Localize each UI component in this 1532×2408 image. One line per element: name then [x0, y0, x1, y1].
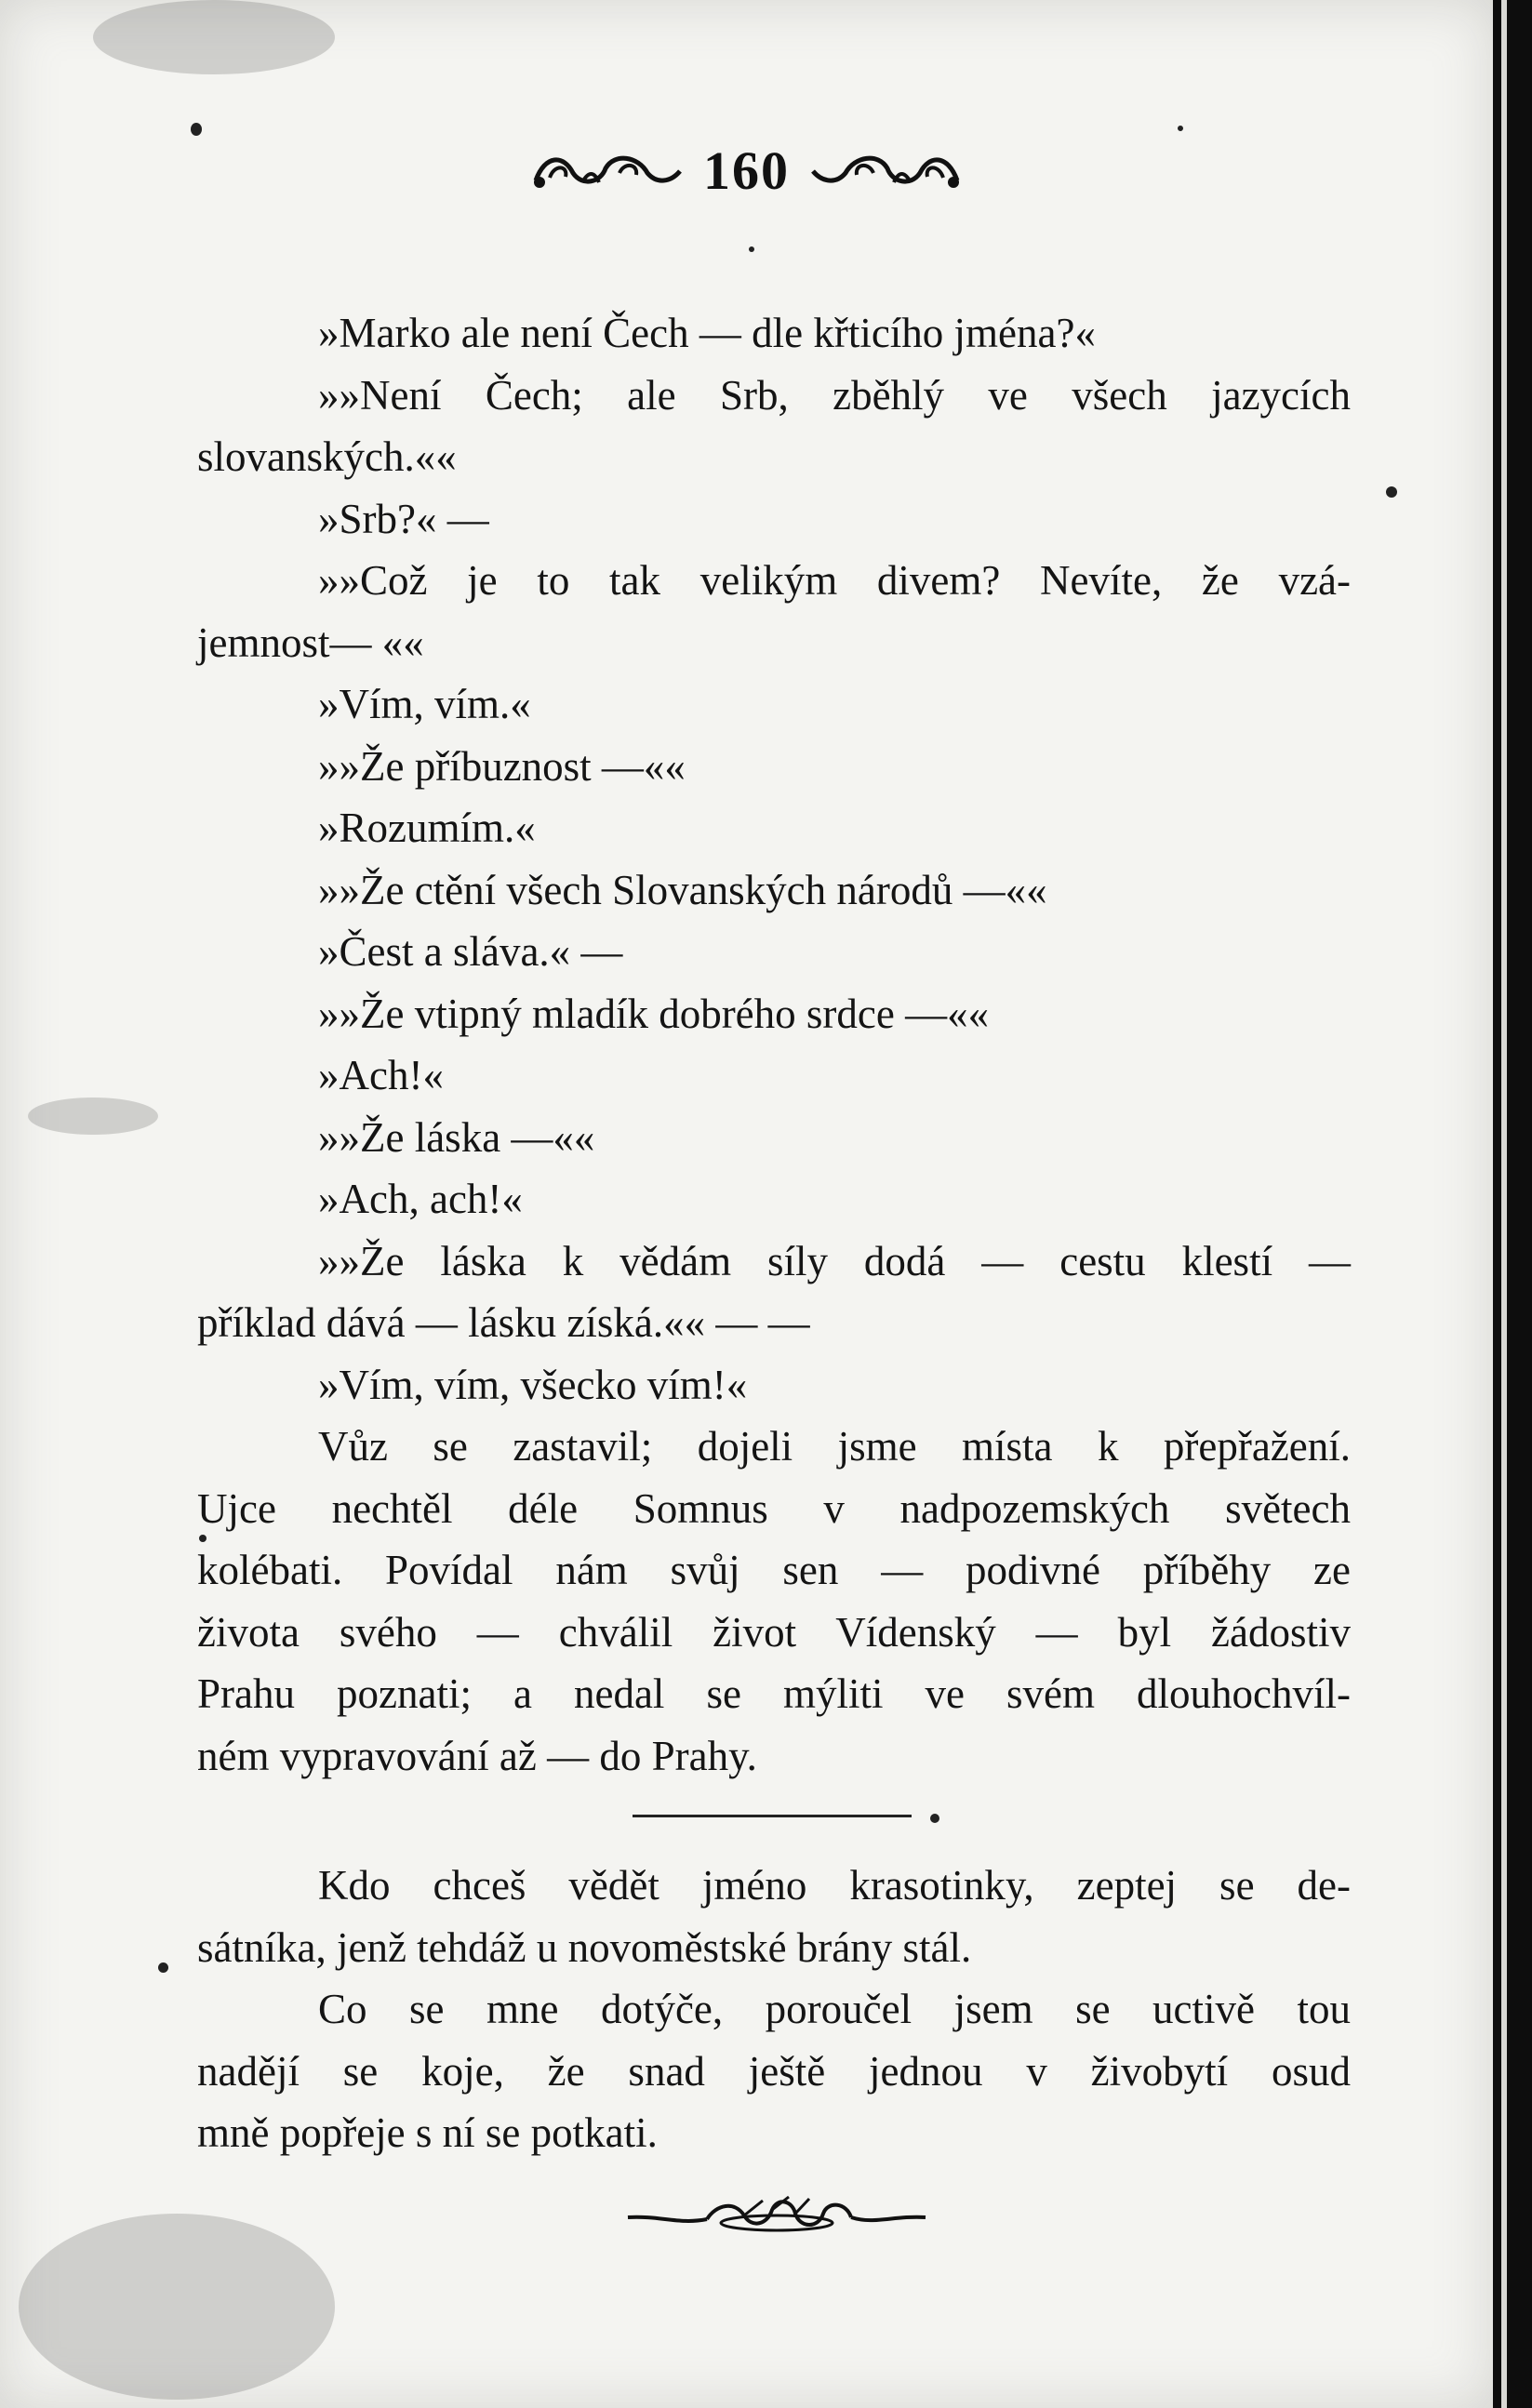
text-line: »Ach, ach!«	[318, 1176, 523, 1222]
text-line: »»Není Čech; ale Srb, zběhlý ve všech jazycích	[318, 371, 1351, 419]
ink-speck	[930, 1814, 939, 1823]
text-line: »»Že vtipný mladík dobrého srdce —««	[318, 990, 990, 1037]
text-line: nadějí se koje, že snad ještě jednou v živobytí osud	[197, 2047, 1351, 2095]
text-line: »Čest a sláva.« —	[318, 928, 623, 975]
ink-speck	[158, 1962, 168, 1973]
paper-smudge	[28, 1098, 158, 1135]
text-line: jemnost— ««	[197, 619, 424, 666]
section-divider	[633, 1815, 912, 1817]
text-line: života svého — chválil život Vídenský — byl žádostiv	[197, 1608, 1351, 1656]
text-line: »Srb?« —	[318, 495, 489, 542]
end-flourish-ornament-icon	[623, 2188, 930, 2248]
text-line: Kdo chceš vědět jméno krasotinky, zeptej se de-	[318, 1862, 1351, 1909]
paper-smudge	[93, 0, 335, 74]
scan-edge	[1493, 0, 1532, 2408]
text-line: kolébati. Povídal nám svůj sen — podivné příběhy ze	[197, 1547, 1351, 1593]
ink-speck	[1386, 486, 1397, 498]
text-line: »Ach!«	[318, 1052, 444, 1098]
text-line: mně popřeje s ní se potkati.	[197, 2109, 658, 2156]
right-floral-ornament-icon	[808, 145, 966, 196]
text-line: sátníka, jenž tehdáž u novoměstské brány stál.	[197, 1923, 972, 1971]
text-line: ném vypravování až — do Prahy.	[197, 1732, 757, 1779]
text-line: příklad dává — lásku získá.«« — —	[197, 1299, 810, 1346]
body-text	[197, 302, 1351, 2164]
page-header	[0, 140, 1493, 202]
text-line: »»Že ctění všech Slovanských národů —««	[318, 866, 1047, 913]
ink-speck	[191, 123, 202, 136]
text-line: »Rozumím.«	[318, 805, 536, 851]
text-line: slovanských.««	[197, 433, 457, 480]
text-line: »»Že láska —««	[318, 1113, 595, 1161]
ink-speck	[1178, 126, 1183, 131]
text-line: Ujce nechtěl déle Somnus v nadpozemských světech	[197, 1484, 1351, 1532]
text-line: Co se mne dotýče, poroučel jsem se uctivě tou	[318, 1986, 1351, 2032]
text-line: Vůz se zastavil; dojeli jsme místa k přepřažení.	[318, 1423, 1351, 1470]
left-floral-ornament-icon	[526, 145, 685, 196]
ink-speck	[749, 246, 754, 252]
text-line: Prahu poznati; a nedal se mýliti ve svém dlouhochvíl-	[197, 1670, 1351, 1717]
text-line: »Marko ale není Čech — dle křticího jména?«	[318, 310, 1096, 356]
ink-speck	[199, 1535, 206, 1542]
text-line: »Vím, vím, všecko vím!«	[318, 1361, 748, 1408]
text-line: »»Že láska k vědám síly dodá — cestu klestí —	[318, 1237, 1351, 1284]
paper-smudge	[19, 2214, 335, 2400]
page-number: 160	[703, 140, 790, 201]
text-line: »»Že příbuznost —««	[318, 742, 686, 790]
page-fold-strip	[1501, 0, 1507, 2408]
text-line: »»Což je to tak velikým divem? Nevíte, že vzá-	[318, 557, 1351, 604]
text-line: »Vím, vím.«	[318, 681, 531, 727]
